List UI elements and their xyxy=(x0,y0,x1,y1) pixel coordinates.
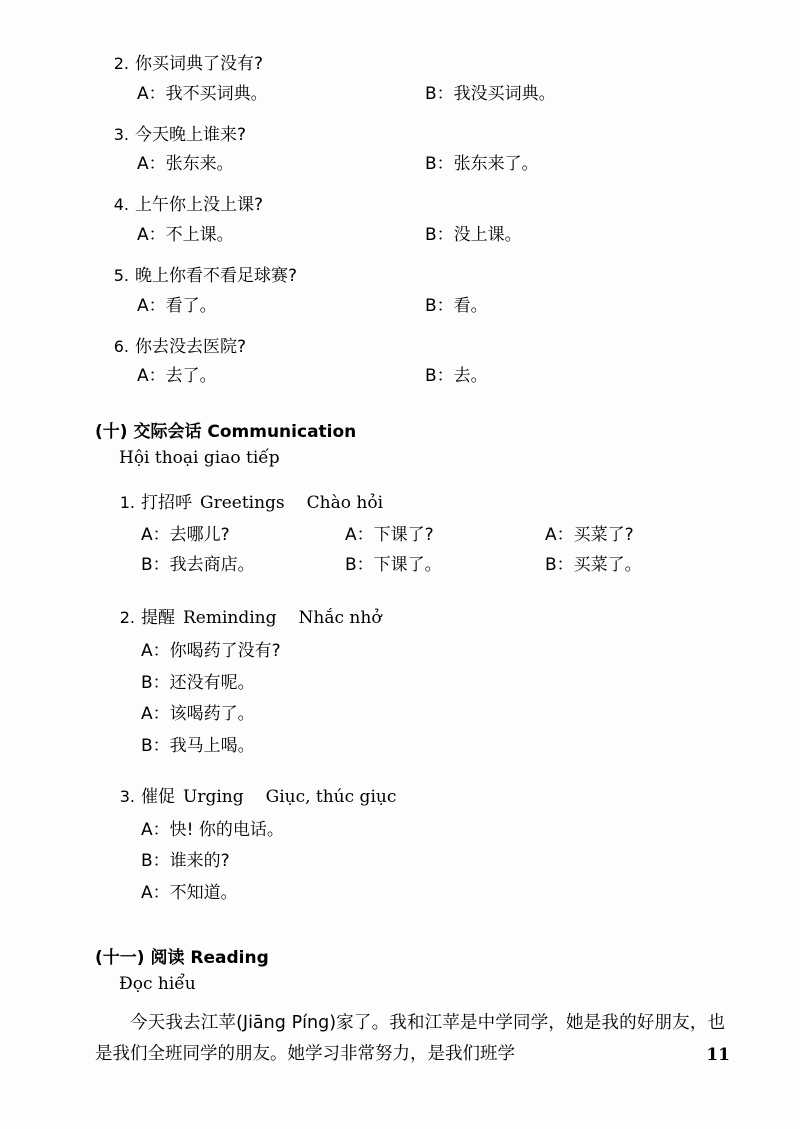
drill-item xyxy=(95,264,725,321)
drill-answer-a: A：看了。 xyxy=(137,295,217,316)
communication-item-number: 3. xyxy=(119,786,135,806)
dialog-column xyxy=(545,521,642,581)
communication-dialog-lines xyxy=(141,815,725,909)
drill-number: 3. xyxy=(113,124,129,144)
page-number: 11 xyxy=(706,1045,730,1065)
drill-question-line xyxy=(95,123,725,148)
drill-question-line xyxy=(95,52,725,77)
drill-number: 4. xyxy=(113,195,129,215)
drill-answer-b: B：张东来了。 xyxy=(425,154,539,175)
drill-question: 晚上你看不看足球赛? xyxy=(135,265,298,286)
communication-dialog-lines xyxy=(141,636,725,762)
drill-answers xyxy=(95,149,725,179)
dialog-line: A：下课了? xyxy=(345,525,434,546)
drill-question-line xyxy=(95,264,725,289)
reading-subtitle: Đọc hiểu xyxy=(119,974,196,995)
dialog-line: B：还没有呢。 xyxy=(141,672,255,693)
drill-answers xyxy=(95,291,725,321)
communication-item-number: 1. xyxy=(119,493,135,513)
dialog-line: B：谁来的? xyxy=(141,851,230,872)
dialog-line: A：你喝药了没有? xyxy=(141,641,281,662)
dialog-line: B：我去商店。 xyxy=(141,554,255,575)
drill-item xyxy=(95,193,725,250)
communication-item-vi: Giục, thúc giục xyxy=(265,786,397,807)
dialog-column xyxy=(345,521,442,581)
drill-item xyxy=(95,123,725,180)
communication-item-heading xyxy=(113,603,725,628)
drill-answer-b: B：我没买词典。 xyxy=(425,83,556,104)
dialog-line: A：去哪儿? xyxy=(141,525,230,546)
drill-answer-b: B：看。 xyxy=(425,295,488,316)
dialog-column xyxy=(141,521,255,581)
dialog-line: B：我马上喝。 xyxy=(141,735,255,756)
communication-item-cn: 催促 xyxy=(141,786,175,807)
drill-question: 今天晚上谁来? xyxy=(135,124,247,145)
drill-item xyxy=(95,335,725,392)
drill-answer-a: A：我不买词典。 xyxy=(137,83,268,104)
drill-question: 你买词典了没有? xyxy=(135,54,264,74)
dialog-line: A：买菜了? xyxy=(545,525,634,546)
dialog-line: A：不知道。 xyxy=(141,882,238,903)
reading-section xyxy=(95,943,725,1069)
drill-question: 你去没去医院? xyxy=(135,336,247,357)
reading-body: 今天我去江苹(Jiāng Píng)家了。我和江苹是中学同学，她是我的好朋友，也是我们全班同学的朋友。她学习非常努力，是我们班学 xyxy=(95,1013,725,1064)
communication-item-number: 2. xyxy=(119,608,135,628)
drill-number: 6. xyxy=(113,336,129,356)
communication-item-vi: Chào hỏi xyxy=(306,493,384,514)
drill-question: 上午你上没上课? xyxy=(135,195,264,216)
communication-item-en: Greetings xyxy=(200,493,285,514)
drill-answer-a: A：不上课。 xyxy=(137,224,234,245)
drill-answers xyxy=(95,79,725,109)
drill-question-line xyxy=(95,335,725,360)
drill-item xyxy=(95,52,725,109)
communication-dialog-columns xyxy=(95,521,725,583)
drill-answer-b: B：没上课。 xyxy=(425,224,522,245)
communication-item-en: Reminding xyxy=(183,608,277,629)
page-content xyxy=(95,52,725,1070)
drill-answer-b: B：去。 xyxy=(425,366,488,387)
drill-number: 2. xyxy=(113,54,129,73)
communication-item xyxy=(95,603,725,762)
communication-item-cn: 提醒 xyxy=(141,608,175,629)
drill-number: 5. xyxy=(113,265,129,285)
communication-item xyxy=(95,782,725,909)
communication-item-heading xyxy=(113,782,725,807)
communication-subtitle: Hội thoại giao tiếp xyxy=(119,448,280,469)
reading-title: (十一) 阅读 Reading xyxy=(95,948,269,969)
drill-answers xyxy=(95,361,725,391)
communication-title: (十) 交际会话 Communication xyxy=(95,422,357,443)
drill-answer-a: A：张东来。 xyxy=(137,154,234,175)
drill-answer-a: A：去了。 xyxy=(137,366,217,387)
communication-item-en: Urging xyxy=(183,786,244,807)
dialog-line: B：下课了。 xyxy=(345,554,442,575)
communication-item xyxy=(95,488,725,583)
communication-item-heading xyxy=(113,488,725,513)
communication-item-vi: Nhắc nhở xyxy=(298,608,382,629)
dialog-line: A：该喝药了。 xyxy=(141,704,255,725)
dialog-line: B：买菜了。 xyxy=(545,554,642,575)
communication-section xyxy=(95,417,725,909)
drill-answers xyxy=(95,220,725,250)
communication-item-cn: 打招呼 xyxy=(141,493,192,514)
drill-question-line xyxy=(95,193,725,218)
dialog-line: A：快! 你的电话。 xyxy=(141,819,284,840)
